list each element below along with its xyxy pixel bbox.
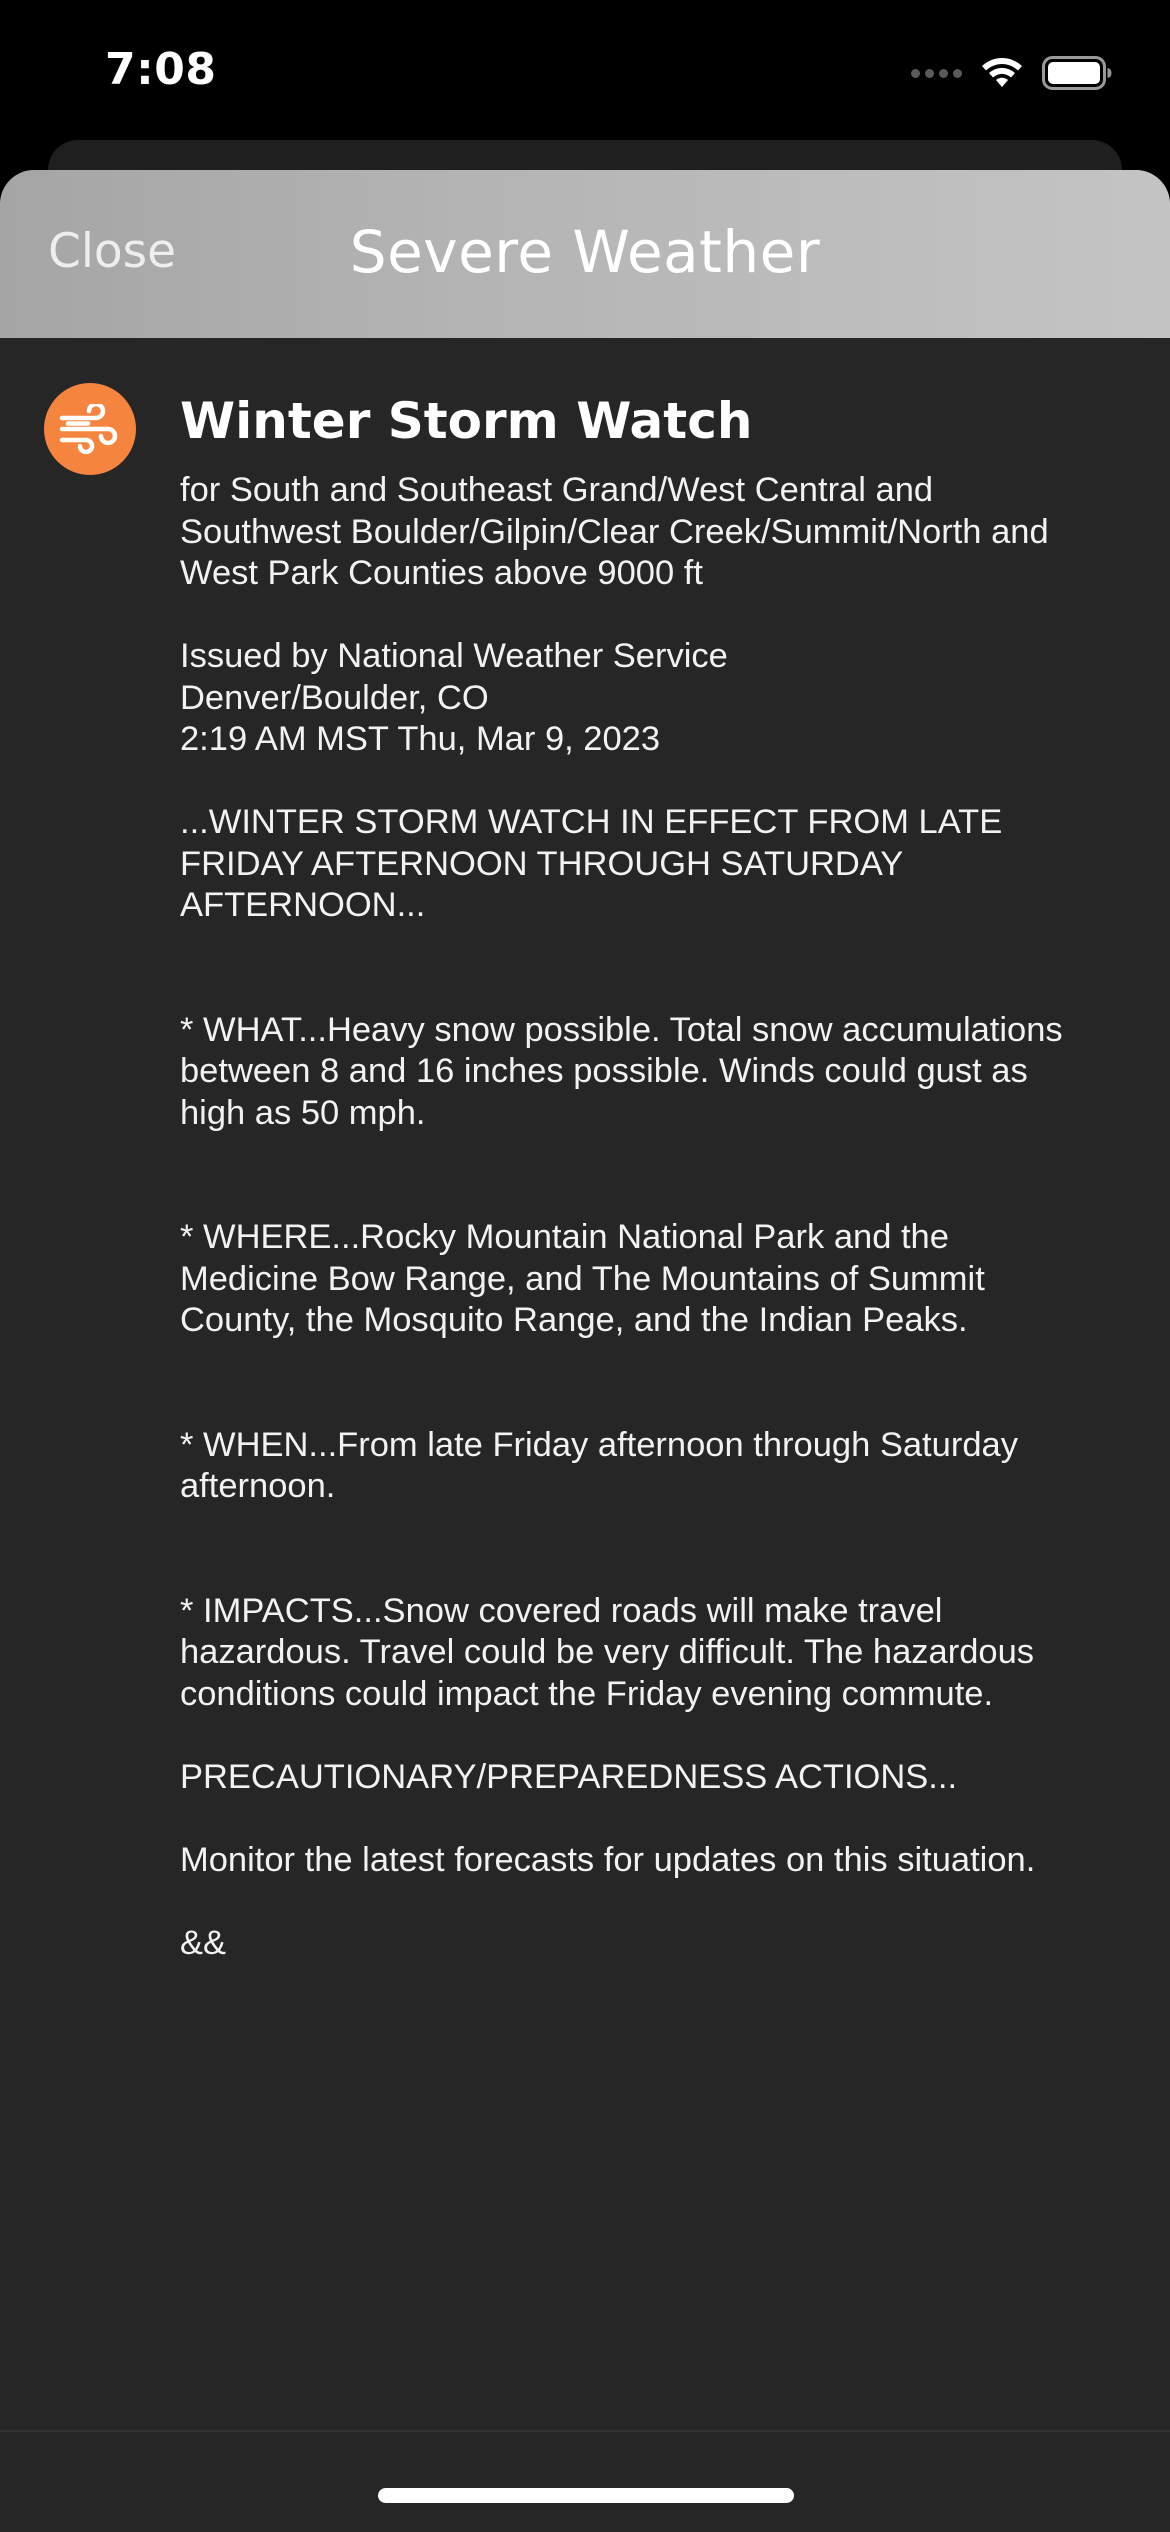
- alert-what: * WHAT...Heavy snow possible. Total snow accumulations between 8 and 16 inches possible. Winds could gust as high as 50 mph.: [180, 1010, 1063, 1132]
- bottom-divider: [0, 2430, 1170, 2432]
- alert-area: for South and Southeast Grand/West Central and Southwest Boulder/Gilpin/Clear Creek/Summit/North and West Park Counties above 9000 ft: [180, 471, 1049, 592]
- alert-title: Winter Storm Watch: [180, 392, 753, 450]
- alert-when: * WHEN...From late Friday afternoon through Saturday afternoon.: [180, 1425, 1018, 1505]
- alert-end-marker: &&: [180, 1923, 227, 1962]
- alert-where: * WHERE...Rocky Mountain National Park and the Medicine Bow Range, and The Mountains of Summit County, the Mosquito Range, and the Indian Peaks.: [180, 1218, 985, 1339]
- alert-body: [180, 470, 1120, 1964]
- alert-headline: ...WINTER STORM WATCH IN EFFECT FROM LATE FRIDAY AFTERNOON THROUGH SATURDAY AFTERNOON...: [180, 803, 1003, 924]
- severe-weather-sheet: [0, 170, 1170, 2532]
- status-icons: [911, 50, 1112, 96]
- sheet-title: Severe Weather: [349, 218, 821, 286]
- alert-impacts: * IMPACTS...Snow covered roads will make travel hazardous. Travel could be very difficult. The hazardous conditions could impact the Friday evening commute.: [180, 1591, 1035, 1713]
- wifi-icon: [980, 56, 1024, 90]
- alert-monitor-text: Monitor the latest forecasts for updates on this situation.: [180, 1840, 1036, 1879]
- home-indicator[interactable]: [378, 2488, 794, 2503]
- battery-icon: [1042, 56, 1112, 90]
- status-time: 7:08: [105, 44, 217, 95]
- sheet-header: [0, 170, 1170, 338]
- alert-issuer: Issued by National Weather Service Denver/Boulder, CO 2:19 AM MST Thu, Mar 9, 2023: [180, 637, 728, 758]
- alert-actions-header: PRECAUTIONARY/PREPAREDNESS ACTIONS...: [180, 1757, 958, 1796]
- status-bar: [0, 0, 1170, 150]
- cellular-signal-icon: [911, 69, 962, 78]
- alert-icon-badge: [44, 383, 136, 475]
- close-button[interactable]: Close: [48, 224, 177, 279]
- wind-icon: [58, 404, 122, 454]
